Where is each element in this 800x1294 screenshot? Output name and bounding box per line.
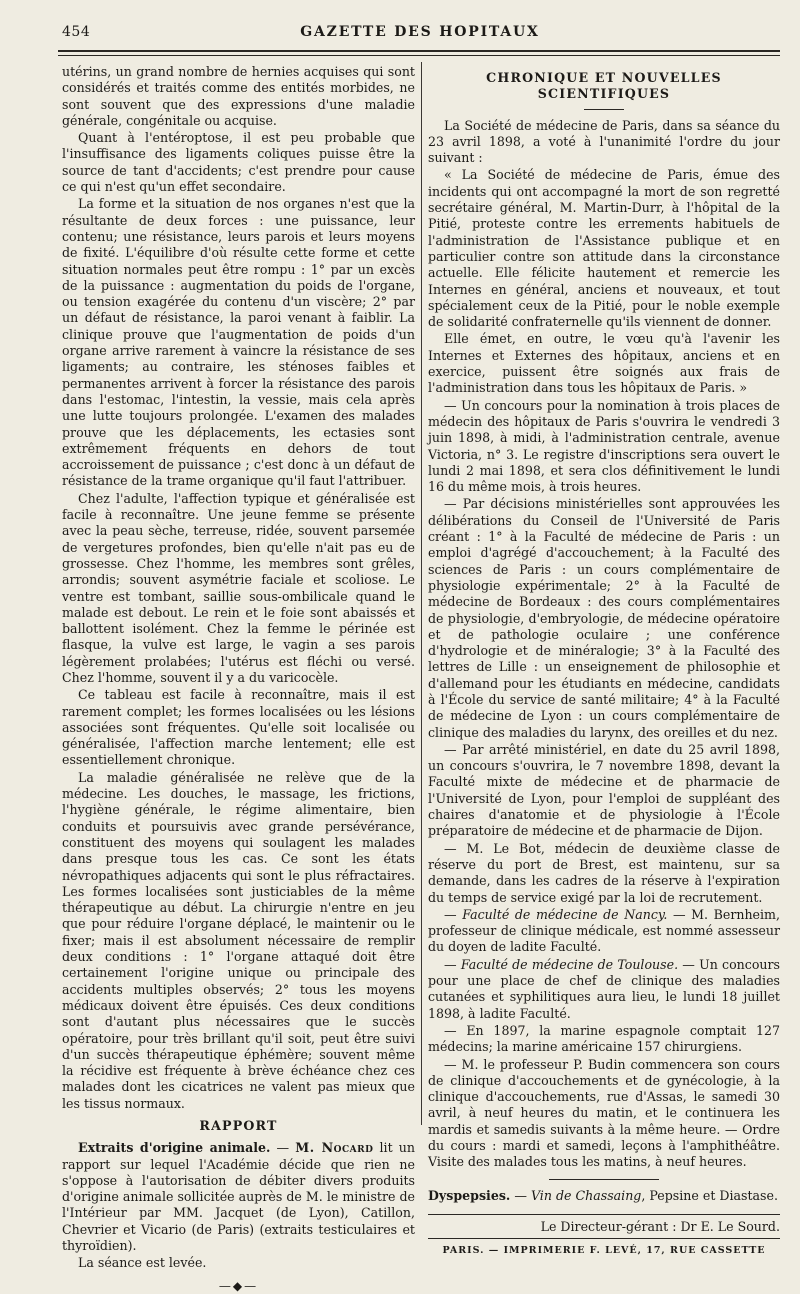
right-column	[428, 64, 780, 1257]
printer-imprint: PARIS. — IMPRIMERIE F. LEVÉ, 17, RUE CASSETTE	[442, 1245, 766, 1257]
paragraph: Elle émet, en outre, le vœu qu'à l'avenir les Internes et Externes des hôpitaux, anciens et en exercice, puissent être soignés aux frais de l'administration dans tous les hôpitaux de Paris. »	[428, 331, 780, 396]
chronique-heading: CHRONIQUE ET NOUVELLES SCIENTIFIQUES	[486, 70, 722, 102]
separator-rule	[549, 1179, 659, 1180]
paragraph: — M. Le Bot, médecin de deuxième classe de réserve du port de Brest, est maintenu, sur sa demande, dans les cadres de la réserve à l'expiration du temps de service exigé par la loi de recrutement.	[428, 840, 780, 905]
ad-label: Dyspepsies.	[428, 1187, 511, 1203]
toulouse-text: — Un concours pour une place de chef de clinique des maladies cutanées et syphilitiques aura lieu, le lundi 18 juillet 1898, à ladite Faculté.	[428, 956, 780, 1021]
page-header	[62, 24, 778, 50]
rapport-author: M. Nocard	[295, 1140, 374, 1156]
nancy-prefix: —	[444, 906, 463, 922]
paragraph: Quant à l'entéroptose, il est peu probable que l'insuffisance des ligaments coliques puisse être la source de tant d'accidents; c'est prendre pour cause ce qui n'est qu'un effet secondaire.	[62, 130, 415, 195]
header-rule-thick	[58, 50, 780, 52]
paragraph: Ce tableau est facile à reconnaître, mais il est rarement complet; les formes localisées ou les lésions associées sont fréquentes. Qu'elle soit localisée ou généralisée, l'affection marche lentement; elle est essentiellement chronique.	[62, 687, 415, 768]
left-column	[62, 64, 415, 1293]
paragraph: Chez l'adulte, l'affection typique et généralisée est facile à reconnaître. Une jeune femme se présente avec la peau sèche, terreuse, ridée, souvent parsemée de vergetures profondes, bien qu'elle n'ait pas eu de grossesse. Chez l'homme, les membres sont grêles, arrondis; souvent asymétrie faciale et scoliose. Le ventre est tombant, saillie sous-ombilicale quand le malade est debout. Le rein et le foie sont abaissés et ballottent isolément. Chez la femme le périnée est flasque, la vulve est large, le vagin a ses parois légèrement prolabées; l'utérus est fléchi ou versé. Chez l'homme, souvent il y a du varicocèle.	[62, 490, 415, 685]
paragraph: « La Société de médecine de Paris, émue des incidents qui ont accompagné la mort de son regretté secrétaire général, M. Martin-Durr, à l'hôpital de la Pitié, proteste contre les errements habituels de l'administration de l'Assistance publique et en particulier contre son attitude dans la circonstance actuelle. Elle félicite hautement et remercie les Internes en général, anciens et nouveaux, et tout spécialement ceux de la Pitié, pour le noble exemple de solidarité confraternelle qu'ils viennent de donner.	[428, 167, 780, 330]
rapport-dash: —	[270, 1140, 296, 1156]
ad-dash: —	[510, 1187, 531, 1203]
toulouse-prefix: —	[444, 956, 461, 972]
paragraph: — Un concours pour la nomination à trois places de médecin des hôpitaux de Paris s'ouvrira le vendredi 3 juin 1898, à midi, à l'administration centrale, avenue Victoria, n° 3. Le registre d'inscriptions sera ouvert le lundi 2 mai 1898, et sera clos définitivement le lundi 16 du même mois, à trois heures.	[428, 397, 780, 495]
ad-product: Vin de Chassaing	[530, 1187, 642, 1203]
printer-rule	[428, 1238, 780, 1239]
paragraph: — Par arrêté ministériel, en date du 25 avril 1898, un concours s'ouvrira, le 7 novembre 1898, devant la Faculté mixte de médecine et de pharmacie de l'Université de Lyon, pour l'emploi de suppléant des chaires d'anatomie et de physiologie à l'École préparatoire de médecine et de pharmacie de Dijon.	[428, 741, 780, 839]
director-signature: Le Directeur-gérant : Dr E. Le Sourd.	[540, 1218, 780, 1234]
rapport-lead: Extraits d'origine animale.	[78, 1140, 271, 1156]
column-divider	[421, 62, 422, 1125]
paragraph: — En 1897, la marine espagnole comptait 127 médecins; la marine américaine 157 chirurgiens.	[428, 1022, 780, 1055]
toulouse-faculty: Faculté de médecine de Toulouse.	[460, 956, 679, 972]
paragraph: — M. le professeur P. Budin commencera son cours de clinique d'accouchements et de gynécologie, à la clinique d'accouchements, rue d'Assas, le samedi 30 avril, à neuf heures du matin, et le continuera les mardis et samedis suivants à la même heure. — Ordre du cours : mardi et samedi, leçons à l'amphithéâtre. Visite des malades tous les matins, à neuf heures.	[428, 1056, 780, 1170]
header-rule-thin	[58, 55, 780, 56]
nancy-paragraph	[428, 907, 780, 956]
end-ornament: —◆—	[218, 1278, 259, 1293]
rapport-heading: RAPPORT	[199, 1118, 278, 1133]
heading-rule	[584, 109, 624, 110]
paragraph: La Société de médecine de Paris, dans sa séance du 23 avril 1898, a voté à l'unanimité l'ordre du jour suivant :	[428, 117, 780, 166]
footer-rule	[428, 1214, 780, 1215]
toulouse-paragraph	[428, 957, 780, 1022]
paragraph: utérins, un grand nombre de hernies acquises qui sont considérés et traités comme des entités morbides, ne sont souvent que des expressions d'une maladie générale, congénitale ou acquise.	[62, 64, 415, 128]
paragraph: La forme et la situation de nos organes n'est que la résultante de deux forces : une puissance, leur contenu; une résistance, leurs parois et leurs moyens de fixité. L'équilibre d'où résulte cette forme et cette situation normales peut être rompu : 1° par un excès de la puissance : augmentation du poids de l'organe, ou tension exagérée du contenu d'un viscère; 2° par un défaut de résistance, la paroi venant à faiblir. La clinique prouve que l'augmentation de poids d'un organe arrive rarement à vaincre la résistance de ses ligaments; au contraire, les sténoses faibles et permanentes arrivent à forcer la résistance des parois dans l'estomac, l'intestin, la vessie, mais cela après une lutte toujours prolongée. L'examen des malades prouve que les déplacements, les ectasies sont extrêmement fréquents en dehors de tout accroissement de puissance ; c'est donc à un défaut de résistance de la trame organique qu'il faut l'attribuer.	[62, 196, 415, 489]
nancy-text: — M. Bernheim, professeur de clinique médicale, est nommé assesseur du doyen de ladite Faculté.	[428, 906, 780, 955]
paragraph: La maladie généralisée ne relève que de la médecine. Les douches, le massage, les frictions, l'hygiène générale, le régime alimentaire, bien conduits et poursuivis avec grande persévérance, constituent des moyens qui soulagent les malades dans presque tous les cas. Ce sont les états névropathiques adjacents qui sont le plus réfractaires. Les formes localisées sont justiciables de la même thérapeutique au début. La chirurgie n'entre en jeu que pour réduire l'organe déplacé, le maintenir ou le fixer; mais il est absolument nécessaire de remplir deux conditions : 1° l'organe attaqué doit être certainement l'origine unique ou principale des accidents multiples observés; 2° tous les moyens médicaux doivent être épuisés. Ces deux conditions sont d'autant plus nécessaires que le succès opératoire, pour très brillant qu'il soit, peut être suivi d'un succès thérapeutique éphémère; souvent même la récidive est fréquente à brève échéance chez ces malades dont les cicatrices ne valent pas mieux que les tissus normaux.	[62, 769, 415, 1111]
page-number: 454	[62, 24, 91, 40]
closing-line: La séance est levée.	[78, 1255, 207, 1271]
paragraph: — Par décisions ministérielles sont approuvées les délibérations du Conseil de l'Université de Paris créant : 1° à la Faculté de médecine de Paris : un emploi d'agrégé d'accouchement; à la Faculté des sciences de Paris : un cours complémentaire de physiologie expérimentale; 2° à la Faculté de médecine de Bordeaux : des cours complémentaires de physiologie, d'embryologie, de médecine opératoire et de pathologie oculaire ; une conférence d'hydrologie et de minéralogie; 3° à la Faculté des lettres de Lille : un enseignement de philosophie et d'allemand pour les étudiants en médecine, candidats à l'École du service de santé militaire; 4° à la Faculté de médecine de Lyon : un cours complémentaire de clinique des maladies du larynx, des oreilles et du nez.	[428, 496, 780, 740]
advertisement	[428, 1188, 780, 1204]
rapport-paragraph	[62, 1140, 415, 1254]
nancy-faculty: Faculté de médecine de Nancy.	[462, 906, 668, 922]
rapport-text: lit un rapport sur lequel l'Académie décide que rien ne s'oppose à l'autorisation de débiter divers produits d'origine animale sollicitée auprès de M. le ministre de l'Intérieur par MM. Jacquet (de Lyon), Catillon, Chevrier et Vicario (de Paris) (extraits testiculaires et thyroïdien).	[62, 1140, 415, 1254]
journal-title: GAZETTE DES HOPITAUX	[300, 24, 540, 40]
ad-rest: , Pepsine et Diastase.	[641, 1187, 778, 1203]
